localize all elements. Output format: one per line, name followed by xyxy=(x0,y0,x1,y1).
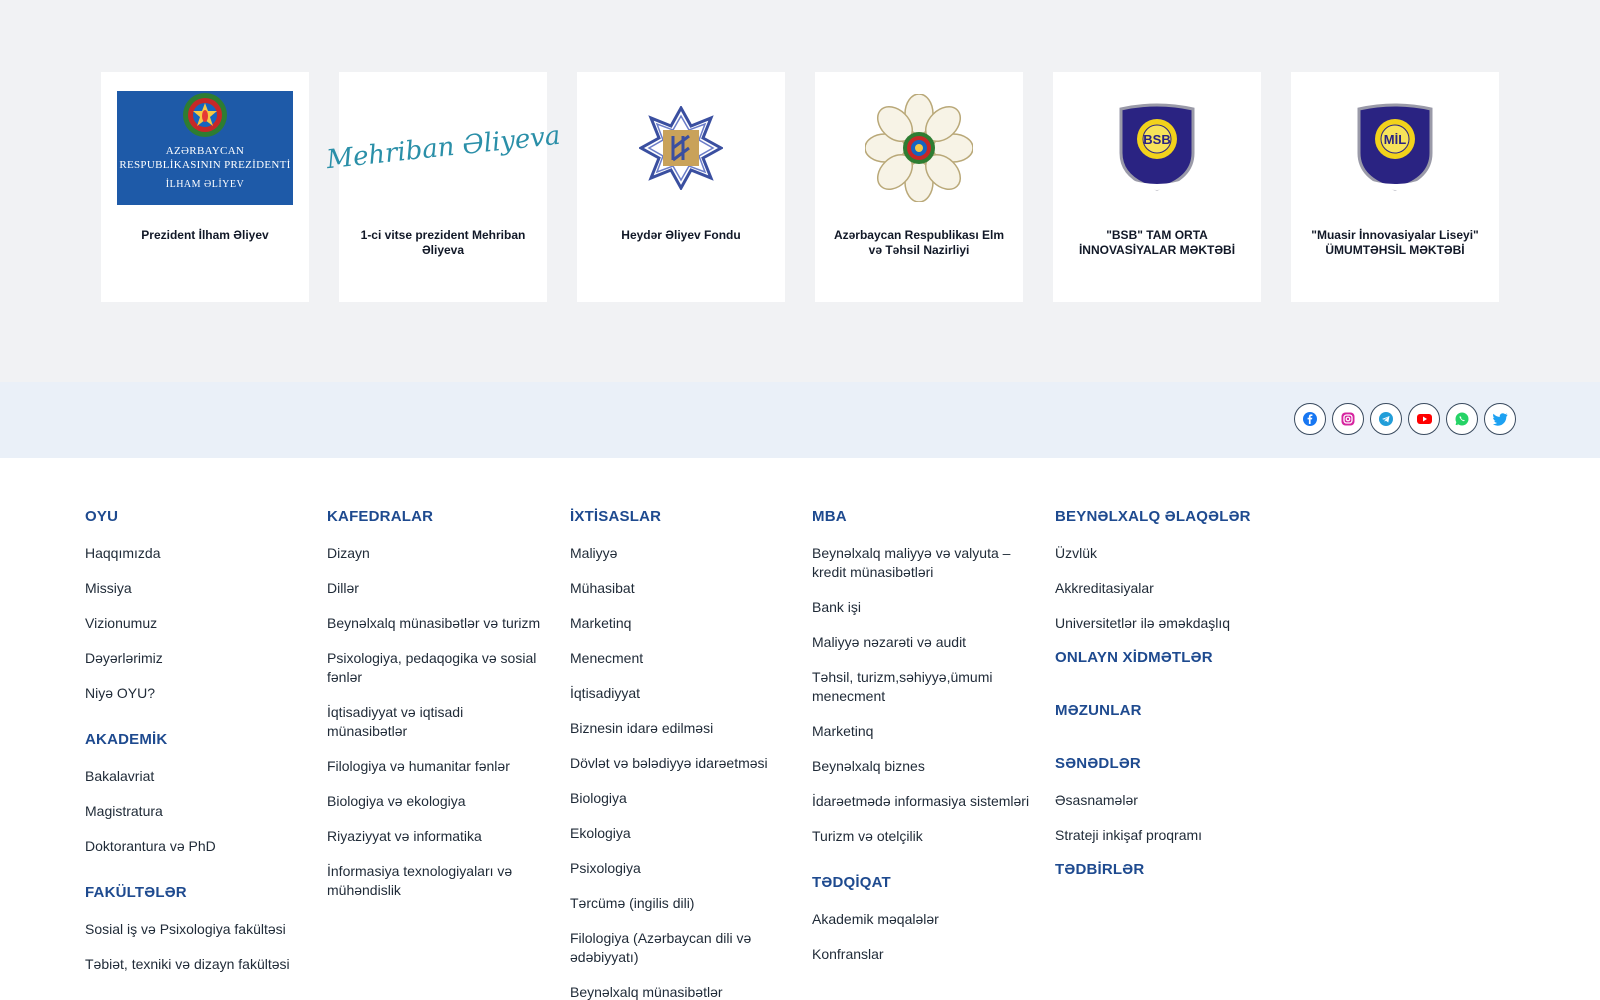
mil-shield-icon xyxy=(1353,103,1437,193)
president-logo-line3: İLHAM ƏLİYEV xyxy=(165,179,245,190)
ministry-emblem-icon xyxy=(815,90,1023,206)
partner-caption: "Muasir İnnovasiyalar Liseyi" ÜMUMTƏHSİL MƏKTƏBİ xyxy=(1311,228,1479,257)
footer-link[interactable]: Dəyərlərimiz xyxy=(85,650,163,666)
footer-heading-ixtisaslar[interactable]: İXTİSASLAR xyxy=(570,508,662,525)
footer-link[interactable]: Menecment xyxy=(570,650,644,666)
partner-caption: Prezident İlham Əliyev xyxy=(141,228,269,242)
partner-card-mil-lyceum[interactable] xyxy=(1291,72,1499,302)
footer-col-ixtisaslar xyxy=(570,508,796,1000)
footer-link[interactable]: Dizayn xyxy=(327,545,370,561)
partner-caption: Heydər Əliyev Fondu xyxy=(621,228,741,242)
whatsapp-icon xyxy=(1455,412,1469,426)
footer-col-oyu xyxy=(85,508,303,990)
shield-badge-text: BSB xyxy=(1143,132,1171,147)
footer-link[interactable]: Sosial iş və Psixologiya fakültəsi xyxy=(85,921,286,937)
partner-card-president[interactable] xyxy=(101,72,309,302)
footer-link[interactable]: İnformasiya texnologiyaları və mühəndislik xyxy=(327,863,513,898)
footer-link[interactable]: Missiya xyxy=(85,580,132,596)
footer-link[interactable]: Universitetlər ilə əməkdaşlıq xyxy=(1055,615,1231,631)
footer-link[interactable]: Bank işi xyxy=(812,599,862,615)
footer-link[interactable]: Akademik məqalələr xyxy=(812,911,939,927)
partner-caption: Azərbaycan Respublikası Elm və Təhsil Nazirliyi xyxy=(833,228,1005,257)
footer-col-beynelxalq xyxy=(1055,508,1295,879)
twitter-link[interactable] xyxy=(1484,403,1516,435)
footer-link[interactable]: Təhsil, turizm,səhiyyə,ümumi menecment xyxy=(812,669,993,704)
footer-link[interactable]: Psixologiya, pedaqogika və sosial fənlər xyxy=(327,650,537,685)
lyceum-shield-logo xyxy=(1291,90,1499,206)
telegram-link[interactable] xyxy=(1370,403,1402,435)
president-logo-line2: RESPUBLİKASININ PREZİDENTİ xyxy=(119,159,291,171)
footer-link[interactable]: Ekologiya xyxy=(570,825,631,841)
foundation-star-icon xyxy=(639,106,723,190)
school-shield-logo xyxy=(1053,90,1261,206)
footer-link[interactable]: Mühasibat xyxy=(570,580,635,596)
footer-link[interactable]: Beynəlxalq maliyyə və valyuta – kredit münasibətləri xyxy=(812,545,1011,580)
bsb-shield-icon xyxy=(1115,103,1199,193)
facebook-icon xyxy=(1303,412,1317,426)
footer-heading-mezunlar[interactable]: MƏZUNLAR xyxy=(1055,702,1142,719)
footer-link[interactable]: Psixologiya xyxy=(570,860,641,876)
footer-link[interactable]: İdarəetmədə informasiya sistemləri xyxy=(812,793,1030,809)
footer-link[interactable]: İqtisadiyyat xyxy=(570,685,641,701)
footer-heading-beynelxalq[interactable]: BEYNƏLXALQ ƏLAQƏLƏR xyxy=(1055,508,1251,525)
footer-link[interactable]: Biologiya xyxy=(570,790,627,806)
footer-link[interactable]: Bakalavriat xyxy=(85,768,155,784)
footer-link[interactable]: Biznesin idarə edilməsi xyxy=(570,720,714,736)
footer-link[interactable]: Əsasnamələr xyxy=(1055,792,1138,808)
footer-link[interactable]: Beynəlxalq münasibətlər və turizm xyxy=(327,615,541,631)
footer-heading-akademik[interactable]: AKADEMİK xyxy=(85,731,168,748)
footer-link[interactable]: Niyə OYU? xyxy=(85,685,156,701)
footer-heading-fakulteler[interactable]: FAKÜLTƏLƏR xyxy=(85,884,187,901)
twitter-icon xyxy=(1493,413,1508,426)
footer-link[interactable]: Təbiət, texniki və dizayn fakültəsi xyxy=(85,956,290,972)
president-logo xyxy=(101,90,309,206)
footer-heading-tedqiqat[interactable]: TƏDQİQAT xyxy=(812,874,891,891)
footer-link[interactable]: Maliyyə nəzarəti və audit xyxy=(812,634,967,650)
ministry-flower-icon xyxy=(865,94,973,202)
instagram-link[interactable] xyxy=(1332,403,1364,435)
footer-link[interactable]: Üzvlük xyxy=(1055,545,1098,561)
footer-link[interactable]: Filologiya (Azərbaycan dili və ədəbiyyatı) xyxy=(570,930,752,965)
footer-link[interactable]: Akkreditasiyalar xyxy=(1055,580,1154,596)
youtube-icon xyxy=(1417,413,1432,425)
site-footer xyxy=(0,458,1600,1000)
footer-heading-tedbirler[interactable]: TƏDBİRLƏR xyxy=(1055,861,1145,878)
shield-badge-text: MİL xyxy=(1383,132,1407,147)
footer-link[interactable]: Beynəlxalq biznes xyxy=(812,758,925,774)
signature-logo xyxy=(324,90,562,206)
partners-section xyxy=(0,0,1600,382)
facebook-link[interactable] xyxy=(1294,403,1326,435)
footer-link[interactable]: Dillər xyxy=(327,580,359,596)
footer-link[interactable]: Konfranslar xyxy=(812,946,884,962)
social-strip xyxy=(0,382,1600,458)
footer-link[interactable]: Strateji inkişaf proqramı xyxy=(1055,827,1203,843)
signature-text: Mehriban Əliyeva xyxy=(324,120,562,176)
whatsapp-link[interactable] xyxy=(1446,403,1478,435)
president-logo-line1: AZƏRBAYCAN xyxy=(165,145,245,157)
footer-link[interactable]: Vizionumuz xyxy=(85,615,158,631)
footer-link[interactable]: Beynəlxalq münasibətlər xyxy=(570,984,723,1000)
footer-heading-onlayn[interactable]: ONLAYN XİDMƏTLƏR xyxy=(1055,649,1213,666)
footer-link[interactable]: Haqqımızda xyxy=(85,545,161,561)
footer-col-kafedralar xyxy=(327,508,545,916)
footer-link[interactable]: Maliyyə xyxy=(570,545,618,561)
footer-link[interactable]: İqtisadiyyat və iqtisadi münasibətlər xyxy=(327,704,464,739)
instagram-icon xyxy=(1341,412,1355,426)
footer-heading-senedler[interactable]: SƏNƏDLƏR xyxy=(1055,755,1141,772)
partner-caption: "BSB" TAM ORTA İNNOVASİYALAR MƏKTƏBİ xyxy=(1078,228,1236,257)
footer-link[interactable]: Magistratura xyxy=(85,803,163,819)
footer-link[interactable]: Dövlət və bələdiyyə idarəetməsi xyxy=(570,755,768,771)
footer-link[interactable]: Biologiya və ekologiya xyxy=(327,793,466,809)
partner-card-heydar-aliyev-foundation[interactable] xyxy=(577,72,785,302)
azerbaijan-emblem-icon xyxy=(181,91,229,141)
footer-link[interactable]: Marketinq xyxy=(570,615,632,631)
footer-heading-oyu[interactable]: OYU xyxy=(85,508,119,525)
heydar-aliyev-foundation-logo xyxy=(577,90,785,206)
youtube-link[interactable] xyxy=(1408,403,1440,435)
footer-link[interactable]: Riyaziyyat və informatika xyxy=(327,828,482,844)
footer-heading-kafedralar[interactable]: KAFEDRALAR xyxy=(327,508,434,525)
footer-link[interactable]: Filologiya və humanitar fənlər xyxy=(327,758,510,774)
footer-link[interactable]: Doktorantura və PhD xyxy=(85,838,216,854)
partner-caption: 1-ci vitse prezident Mehriban Əliyeva xyxy=(360,228,526,257)
footer-col-mba xyxy=(812,508,1030,980)
footer-link[interactable]: Marketinq xyxy=(812,723,874,739)
partner-card-bsb-school[interactable] xyxy=(1053,72,1261,302)
footer-link[interactable]: Turizm və otelçilik xyxy=(812,828,923,844)
partner-card-first-vice-president[interactable] xyxy=(324,72,562,302)
telegram-icon xyxy=(1379,412,1393,426)
partner-card-ministry[interactable] xyxy=(815,72,1023,302)
footer-heading-mba[interactable]: MBA xyxy=(812,508,847,525)
footer-link[interactable]: Tərcümə (ingilis dili) xyxy=(570,895,695,911)
